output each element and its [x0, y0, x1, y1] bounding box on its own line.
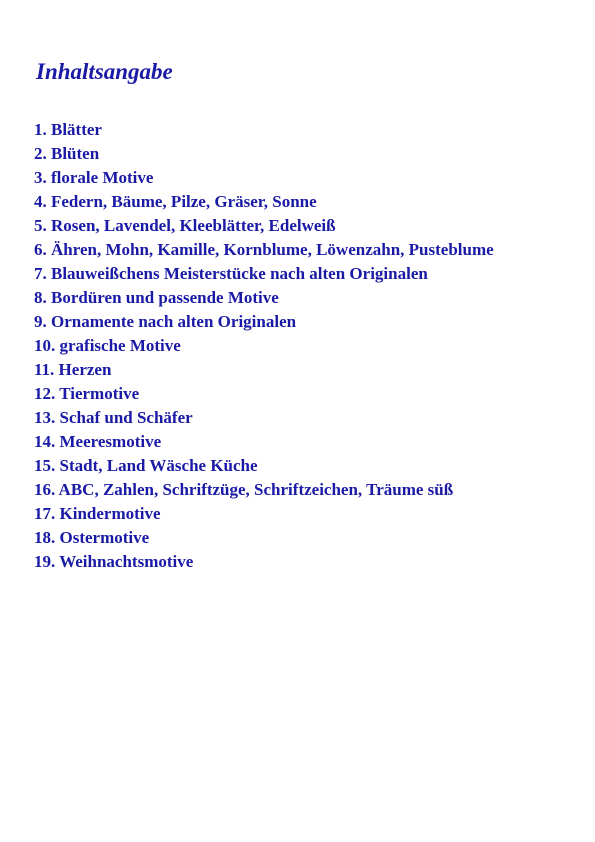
toc-item: 13. Schaf und Schäfer — [34, 408, 193, 427]
toc-item: 11. Herzen — [34, 360, 112, 379]
toc-item: 8. Bordüren und passende Motive — [34, 288, 279, 307]
toc-item: 15. Stadt, Land Wäsche Küche — [34, 456, 258, 475]
toc-item: 17. Kindermotive — [34, 504, 161, 523]
toc-item: 19. Weihnachtsmotive — [34, 552, 194, 571]
toc-item: 3. florale Motive — [34, 168, 154, 187]
page-title: Inhaltsangabe — [36, 59, 173, 84]
toc-item: 18. Ostermotive — [34, 528, 150, 547]
toc-item: 12. Tiermotive — [34, 384, 140, 403]
toc-item: 16. ABC, Zahlen, Schriftzüge, Schriftzeichen, Träume süß — [34, 480, 454, 499]
toc-item: 2. Blüten — [34, 144, 100, 163]
toc-item: 14. Meeresmotive — [34, 432, 162, 451]
table-of-contents — [34, 118, 494, 574]
toc-item: 5. Rosen, Lavendel, Kleeblätter, Edelweiß — [34, 216, 336, 235]
toc-item: 9. Ornamente nach alten Originalen — [34, 312, 297, 331]
toc-item: 4. Federn, Bäume, Pilze, Gräser, Sonne — [34, 192, 317, 211]
toc-item: 10. grafische Motive — [34, 336, 181, 355]
toc-item: 7. Blauweißchens Meisterstücke nach alten Originalen — [34, 264, 428, 283]
toc-item: 1. Blätter — [34, 120, 102, 139]
toc-item: 6. Ähren, Mohn, Kamille, Kornblume, Löwenzahn, Pusteblume — [34, 240, 494, 259]
